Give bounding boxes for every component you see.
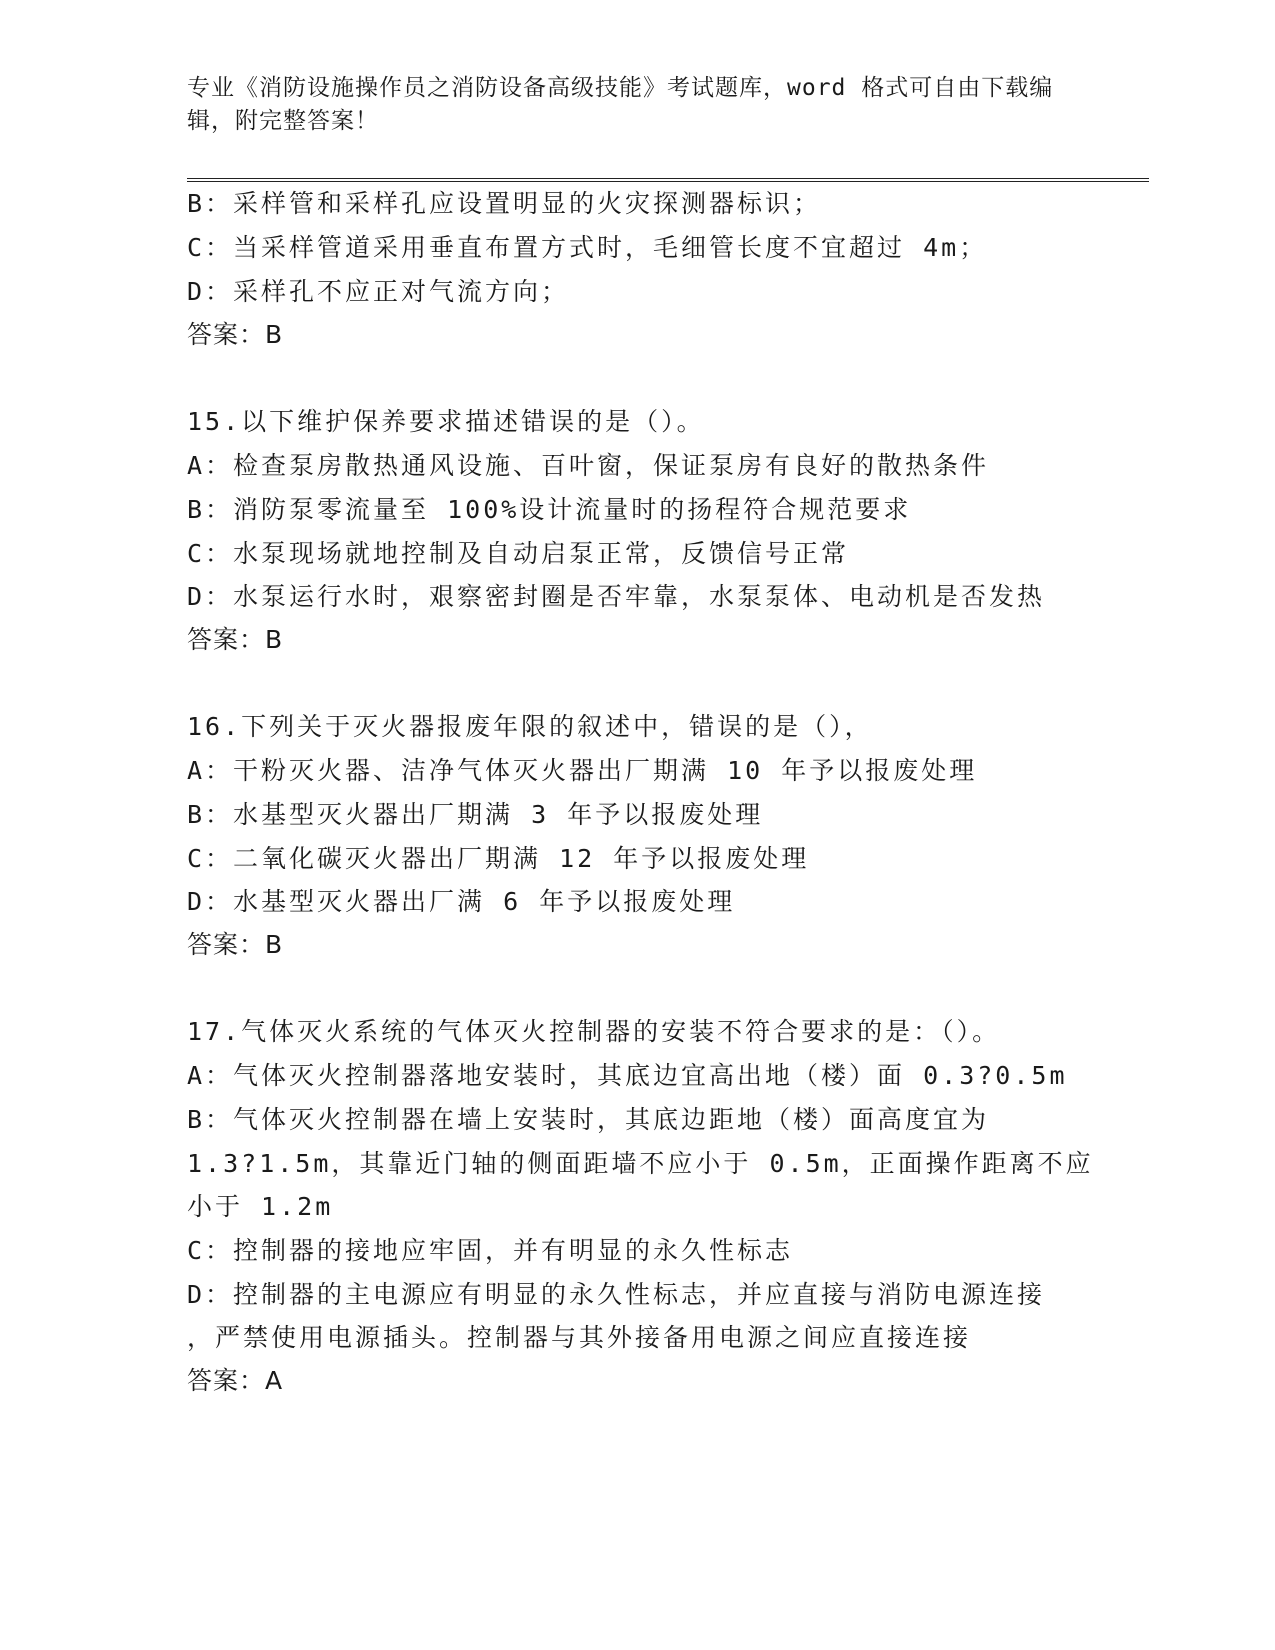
q15-option-a: A：检查泵房散热通风设施、百叶窗，保证泵房有良好的散热条件 [187,451,990,480]
header-divider-bottom [187,181,1149,182]
q17-option-d-line-2: ，严禁使用电源插头。控制器与其外接备用电源之间应直接连接 [187,1323,972,1352]
q15-stem: 15.以下维护保养要求描述错误的是（）。 [187,407,705,436]
q14-option-c: C：当采样管道采用垂直布置方式时，毛细管长度不宜超过 4m； [187,233,988,262]
header-line-2: 辑，附完整答案！ [187,108,379,134]
q15-answer: 答案：B [187,625,284,654]
q16-option-b: B：水基型灭火器出厂期满 3 年予以报废处理 [187,800,764,829]
q17-option-c: C：控制器的接地应牢固，并有明显的永久性标志 [187,1236,794,1265]
q17-option-b-line-3: 小于 1.2m [187,1192,334,1221]
q17-stem: 17.气体灭火系统的气体灭火控制器的安装不符合要求的是：（）。 [187,1017,1001,1046]
q17-option-a: A：气体灭火控制器落地安装时，其底边宜高出地（楼）面 0.3?0.5m [187,1061,1068,1090]
q16-answer: 答案：B [187,930,284,959]
q14-answer: 答案：B [187,320,284,349]
header-line-1: 专业《消防设施操作员之消防设备高级技能》考试题库，word 格式可自由下载编 [187,75,1054,101]
document-header [187,72,1087,138]
q16-stem: 16.下列关于灭火器报废年限的叙述中，错误的是（）， [187,712,873,741]
q15-option-d: D：水泵运行水时，艰察密封圈是否牢靠，水泵泵体、电动机是否发热 [187,582,1046,611]
q17-answer: 答案：A [187,1366,284,1395]
q17-option-b-line-2: 1.3?1.5m，其靠近门轴的侧面距墙不应小于 0.5m，正面操作距离不应 [187,1149,1094,1178]
header-divider-top [187,178,1149,179]
q15-option-c: C：水泵现场就地控制及自动启泵正常，反馈信号正常 [187,539,850,568]
q15-option-b: B：消防泵零流量至 100%设计流量时的扬程符合规范要求 [187,495,912,524]
q17-option-d-line-1: D：控制器的主电源应有明显的永久性标志，并应直接与消防电源连接 [187,1280,1046,1309]
q14-option-d: D：采样孔不应正对气流方向； [187,277,570,306]
q17-option-b-line-1: B：气体灭火控制器在墙上安装时，其底边距地（楼）面高度宜为 [187,1105,990,1134]
q16-option-c: C：二氧化碳灭火器出厂期满 12 年予以报废处理 [187,844,810,873]
q16-option-d: D：水基型灭火器出厂满 6 年予以报废处理 [187,887,736,916]
q14-option-b: B：采样管和采样孔应设置明显的火灾探测器标识； [187,189,822,218]
q16-option-a: A：干粉灭火器、洁净气体灭火器出厂期满 10 年予以报废处理 [187,756,978,785]
